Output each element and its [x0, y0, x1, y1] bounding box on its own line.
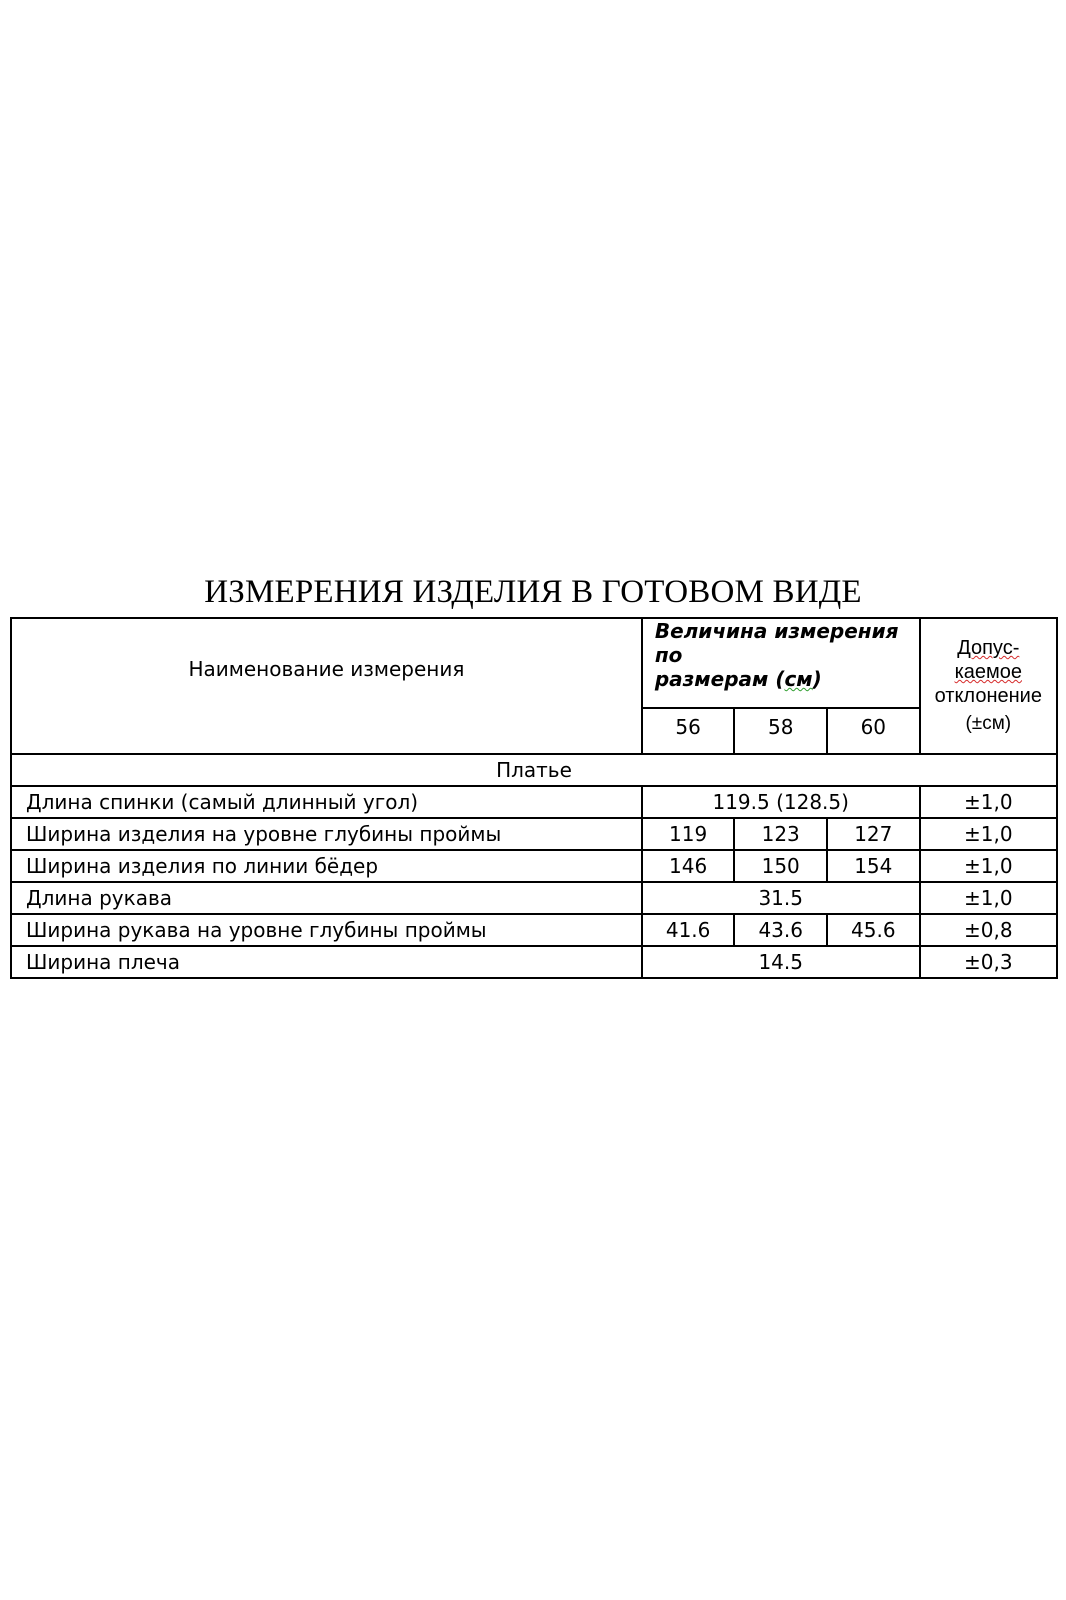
header-tolerance-line2: каемое: [954, 661, 1022, 683]
header-name-label: Наименование измерения: [188, 657, 465, 681]
row-value-56: 146: [642, 850, 735, 882]
row-merged-value: 14.5: [642, 946, 920, 978]
row-tolerance: ±0,8: [920, 914, 1057, 946]
row-value-58: 150: [734, 850, 827, 882]
row-tolerance: ±0,3: [920, 946, 1057, 978]
row-name: Ширина плеча: [11, 946, 642, 978]
row-tolerance: ±1,0: [920, 818, 1057, 850]
header-values-line2b: ): [812, 667, 822, 691]
row-name: Длина спинки (самый длинный угол): [11, 786, 642, 818]
row-value-60: 127: [827, 818, 920, 850]
header-row-top: [11, 618, 1057, 708]
size-56: 56: [642, 708, 735, 754]
header-name-cell: [11, 618, 642, 754]
row-value-60: 45.6: [827, 914, 920, 946]
row-value-56: 41.6: [642, 914, 735, 946]
header-values-cell: [642, 618, 920, 708]
row-tolerance: ±1,0: [920, 882, 1057, 914]
size-60: 60: [827, 708, 920, 754]
size-58: 58: [734, 708, 827, 754]
row-merged-value: 31.5: [642, 882, 920, 914]
header-tolerance-unit: (±см): [965, 713, 1012, 734]
section-row: [11, 754, 1057, 786]
measurements-table: [10, 617, 1058, 979]
row-merged-value: 119.5 (128.5): [642, 786, 920, 818]
table-row: [11, 914, 1057, 946]
row-value-60: 154: [827, 850, 920, 882]
document-title: ИЗМЕРЕНИЯ ИЗДЕЛИЯ В ГОТОВОМ ВИДЕ: [204, 574, 862, 610]
section-label: Платье: [11, 754, 1057, 786]
table-row: [11, 850, 1057, 882]
header-tolerance-cell: [920, 618, 1057, 754]
header-tolerance-line1: Допус-: [957, 637, 1020, 659]
header-values-line1: Величина измерения по: [654, 619, 899, 667]
header-values-line2a: размерам (: [654, 667, 785, 691]
table-row: [11, 882, 1057, 914]
row-name: Ширина рукава на уровне глубины проймы: [11, 914, 642, 946]
row-value-58: 43.6: [734, 914, 827, 946]
row-name: Ширина изделия по линии бёдер: [11, 850, 642, 882]
row-name: Длина рукава: [11, 882, 642, 914]
row-value-58: 123: [734, 818, 827, 850]
row-tolerance: ±1,0: [920, 850, 1057, 882]
table-row: [11, 946, 1057, 978]
row-value-56: 119: [642, 818, 735, 850]
table-row: [11, 818, 1057, 850]
header-tolerance-line3: отклонение: [934, 685, 1042, 707]
header-values-unit: см: [784, 667, 813, 691]
row-tolerance: ±1,0: [920, 786, 1057, 818]
row-name: Ширина изделия на уровне глубины проймы: [11, 818, 642, 850]
table-row: [11, 786, 1057, 818]
